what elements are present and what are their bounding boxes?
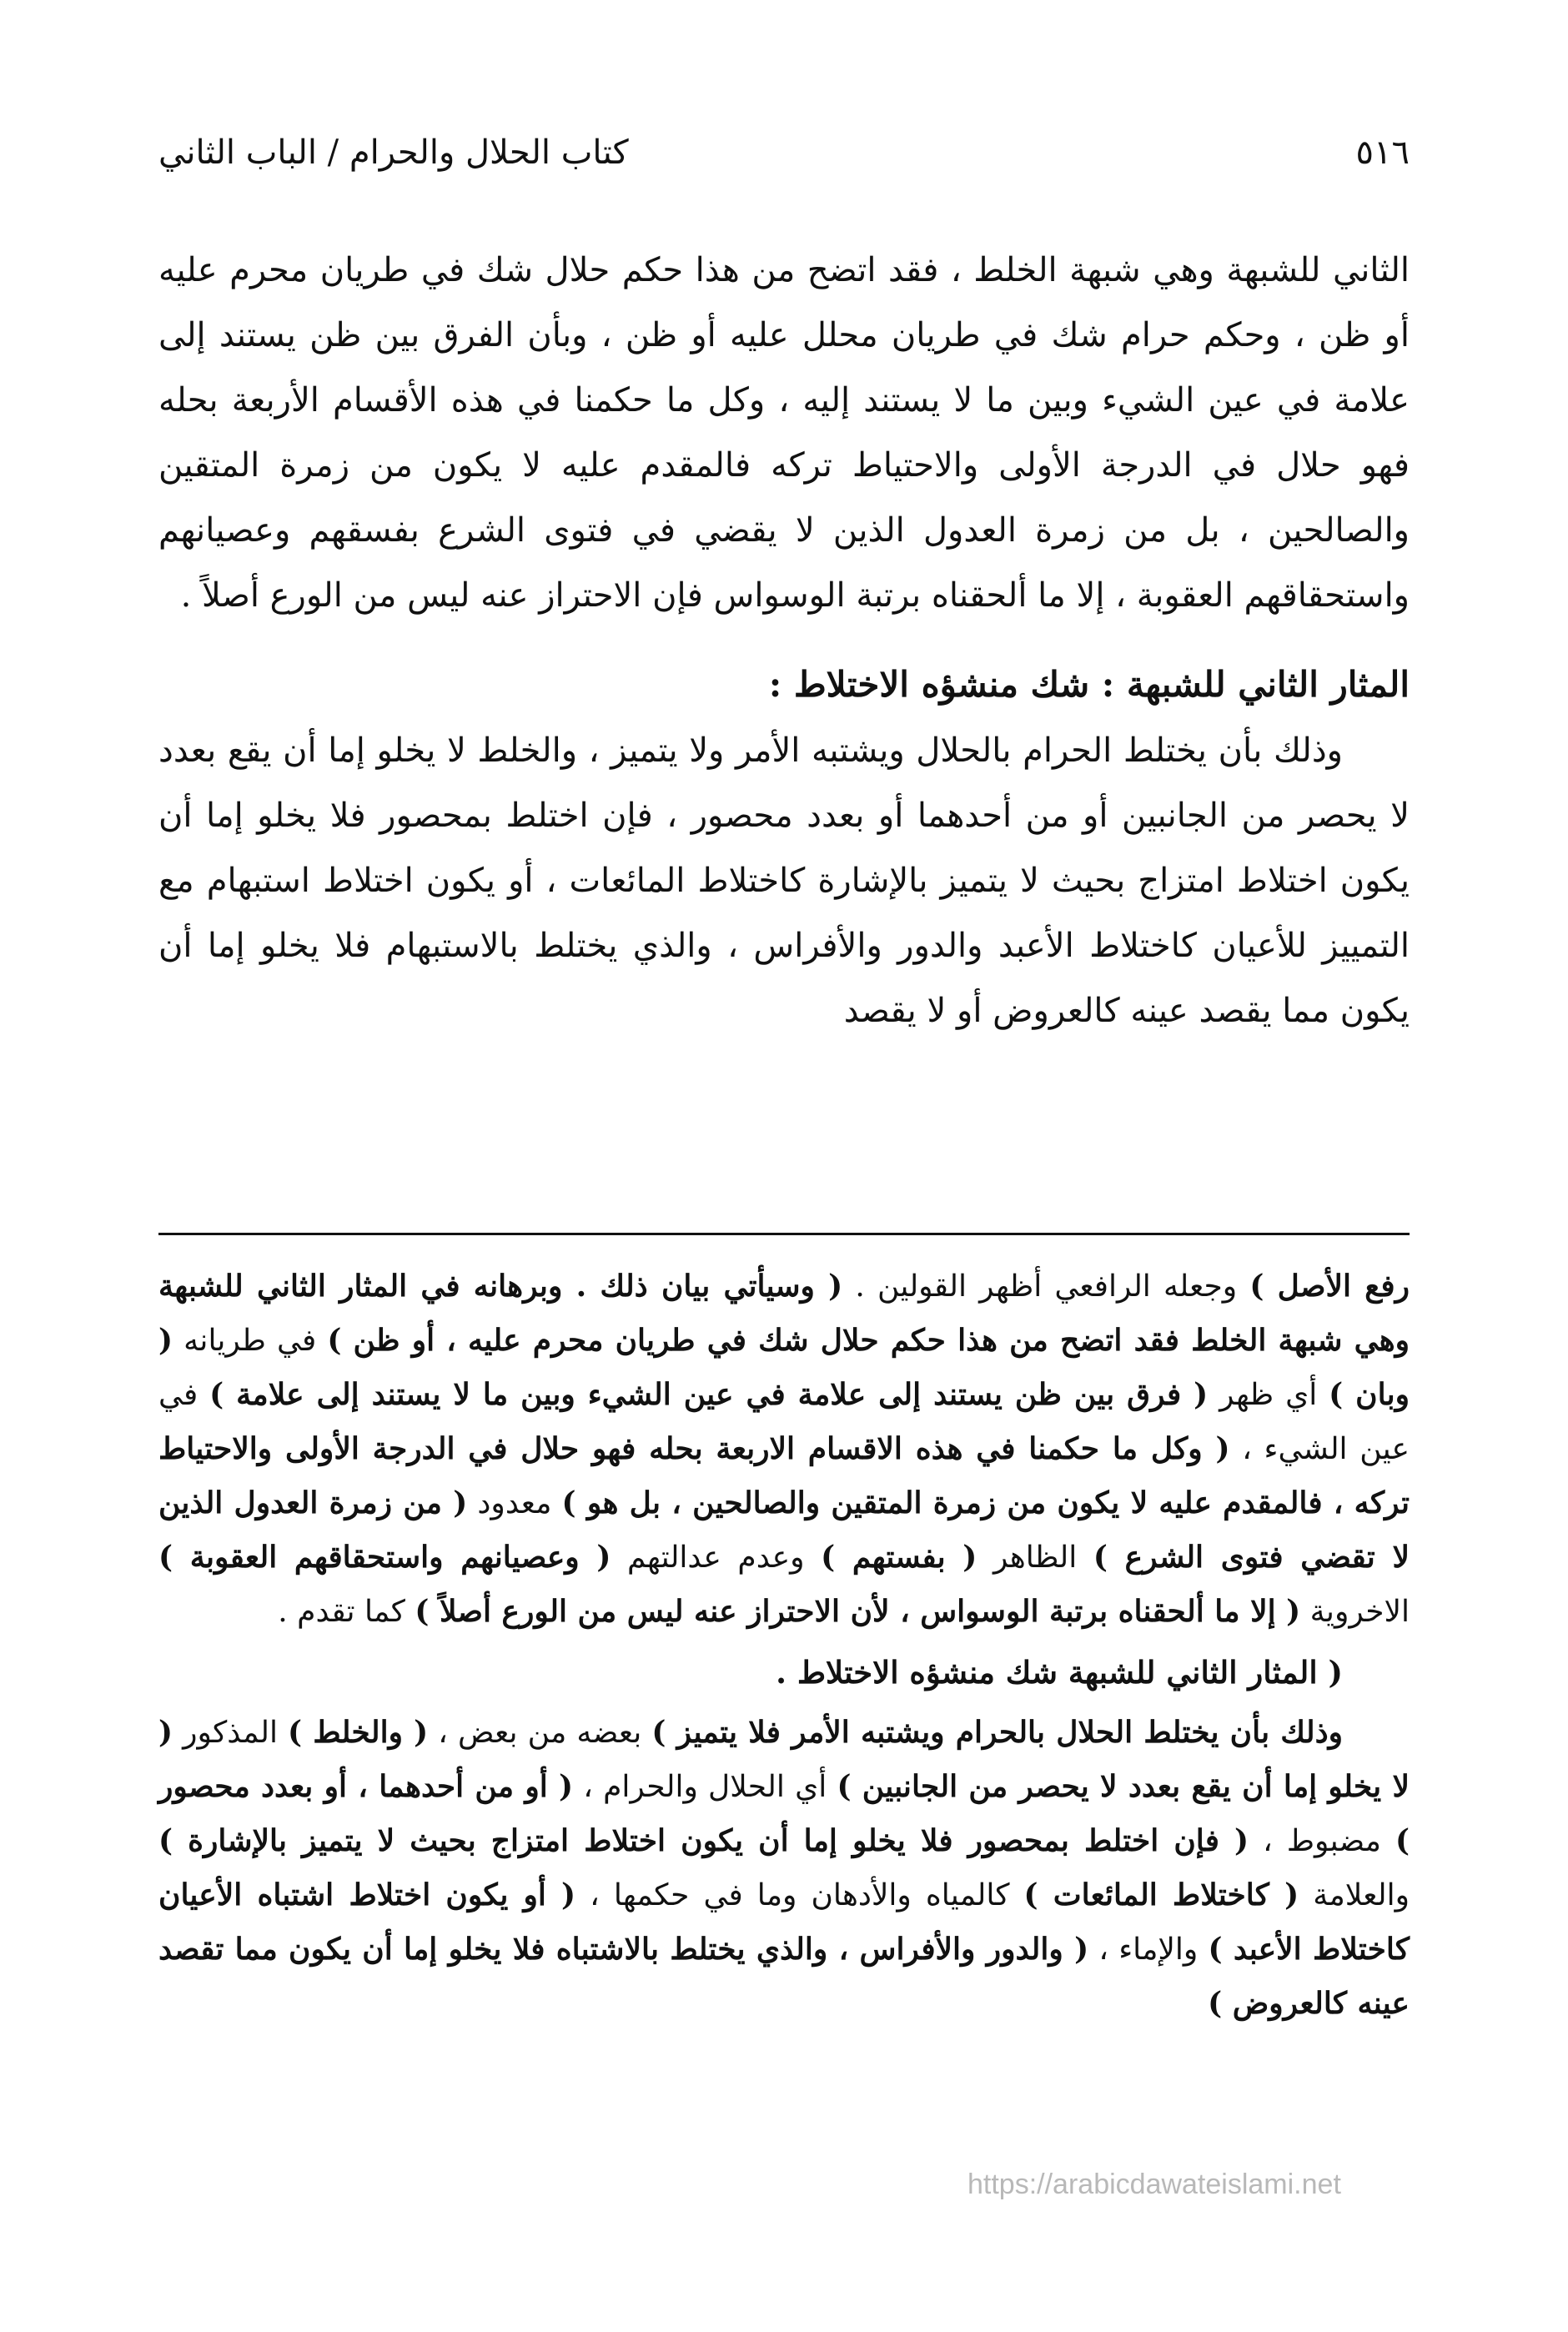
explanation-text: كالمياه والأدهان وما في حكمها ، xyxy=(575,1878,1024,1912)
commentary-paragraph xyxy=(158,1259,1410,1639)
explanation-text: الظاهر xyxy=(977,1540,1093,1575)
watermark-url[interactable]: https://arabicdawateislami.net xyxy=(967,2169,1341,2200)
explanation-text: والإماء ، xyxy=(1088,1932,1209,1967)
quoted-text: ( كاختلاط المائعات ) xyxy=(1023,1877,1299,1912)
explanation-text: مضبوط ، xyxy=(1249,1824,1395,1858)
quoted-text: رفع الأصل ) xyxy=(1249,1269,1410,1304)
quoted-text: ( والدور والأفراس ، والذي يختلط بالاشتباه فلا يخلو إما أن يكون مما تقصد عينه كالعروض ) xyxy=(158,1932,1410,2021)
quoted-text: ( أو من أحدهما ، أو بعدد محصور ) xyxy=(158,1769,1410,1858)
explanation-text: أي الحلال والحرام ، xyxy=(573,1770,837,1804)
quoted-text: ( بفستهم ) xyxy=(821,1540,977,1575)
quoted-text: ( من زمرة العدول الذين لا تقضي فتوى الشرع ) xyxy=(158,1485,1410,1575)
main-paragraph: الثاني للشبهة وهي شبهة الخلط ، فقد اتضح من هذا حكم حلال شك في طريان محرم عليه أو ظن ، وحكم حرام شك في طريان محلل عليه أو ظن ، وبأن الفرق بين ظن يستند إلى علامة في عين الشيء وبين ما لا يستند إليه ، وكل ما حكمنا في هذه الأقسام الأربعة بحله فهو حلال في الدرجة الأولى والاحتياط تركه فالمقدم عليه لا يكون من زمرة المتقين والصالحين ، بل من زمرة العدول الذين لا يقضي في فتوى الشرع بفسقهم وعصيانهم واستحقاقهم العقوبة ، إلا ما ألحقناه برتبة الوسواس فإن الاحتراز عنه ليس من الورع أصلاً . xyxy=(158,251,1410,615)
explanation-text: في طريانه xyxy=(173,1324,328,1358)
explanation-text: كما تقدم . xyxy=(278,1595,415,1629)
page-header xyxy=(158,125,1410,200)
explanation-text: وعدم عدالتهم xyxy=(611,1540,822,1575)
explanation-text: والعلامة xyxy=(1299,1878,1410,1912)
quoted-text: ( وكل ما حكمنا في هذه الاقسام الاربعة بحله فهو حلال في الدرجة الأولى والاحتياط تركه ، فالمقدم عليه لا يكون من زمرة المتقين والصالحين ، بل هو ) xyxy=(158,1431,1410,1520)
main-text xyxy=(158,238,1410,1043)
quoted-text: ( فرق بين ظن يستند إلى علامة في عين الشيء وبين ما لا يستند إلى علامة ) xyxy=(209,1377,1209,1412)
quoted-text: ( فإن اختلط بمحصور فلا يخلو إما أن يكون اختلاط امتزاج بحيث لا يتميز بالإشارة ) xyxy=(158,1823,1249,1858)
quoted-text: ( والخلط ) xyxy=(288,1715,429,1750)
quoted-text: ( أو يكون اختلاط اشتباه الأعيان كاختلاط الأعبد ) xyxy=(158,1877,1410,1967)
section-heading: المثار الثاني للشبهة : شك منشؤه الاختلاط : xyxy=(768,664,1410,705)
quoted-text: ( وعصيانهم واستحقاقهم العقوبة ) xyxy=(158,1540,611,1575)
explanation-text: معدود xyxy=(467,1486,562,1520)
quoted-text: ( وسيأتي بيان ذلك . وبرهانه في المثار الثاني للشبهة وهي شبهة الخلط فقد اتضح من هذا حكم حلال شك في طريان محرم عليه ، أو ظن ) xyxy=(158,1269,1410,1358)
commentary xyxy=(158,1259,1410,2031)
explanation-text: بعضه من بعض ، xyxy=(428,1716,652,1750)
quoted-text: وذلك بأن يختلط الحلال بالحرام ويشتبه الأمر فلا يتميز ) xyxy=(651,1715,1344,1750)
running-title: كتاب الحلال والحرام / الباب الثاني xyxy=(158,133,629,172)
explanation-text: أي ظهر xyxy=(1208,1378,1329,1412)
commentary-heading: ( المثار الثاني للشبهة شك منشؤه الاختلاط . xyxy=(776,1654,1343,1691)
page-number: ٥١٦ xyxy=(1355,133,1410,172)
footnote-separator xyxy=(158,1233,1410,1235)
main-paragraph: وذلك بأن يختلط الحرام بالحلال ويشتبه الأمر ولا يتميز ، والخلط لا يخلو إما أن يقع بعدد لا يحصر من الجانبين أو من أحدهما أو بعدد محصور ، فإن اختلط بمحصور فلا يخلو إما أن يكون اختلاط امتزاج بحيث لا يتميز بالإشارة كاختلاط المائعات ، أو يكون اختلاط استبهام مع التمييز للأعيان كاختلاط الأعبد والدور والأفراس ، والذي يختلط بالاستبهام فلا يخلو إما أن يكون مما يقصد عينه كالعروض أو لا يقصد xyxy=(158,731,1410,1030)
explanation-text: الاخروية xyxy=(1300,1595,1410,1629)
quoted-text: ( إلا ما ألحقناه برتبة الوسواس ، لأن الاحتراز عنه ليس من الورع أصلاً ) xyxy=(415,1594,1301,1629)
explanation-text: المذكور xyxy=(173,1716,289,1750)
quoted-text: ( وبان ) xyxy=(158,1323,1410,1412)
quoted-text: ( لا يخلو إما أن يقع بعدد لا يحصر من الجانبين ) xyxy=(158,1715,1410,1804)
explanation-text: وجعله الرافعي أظهر القولين . xyxy=(842,1269,1250,1304)
commentary-paragraph xyxy=(158,1706,1410,2031)
explanation-text: في عين الشيء ، xyxy=(158,1378,1410,1466)
